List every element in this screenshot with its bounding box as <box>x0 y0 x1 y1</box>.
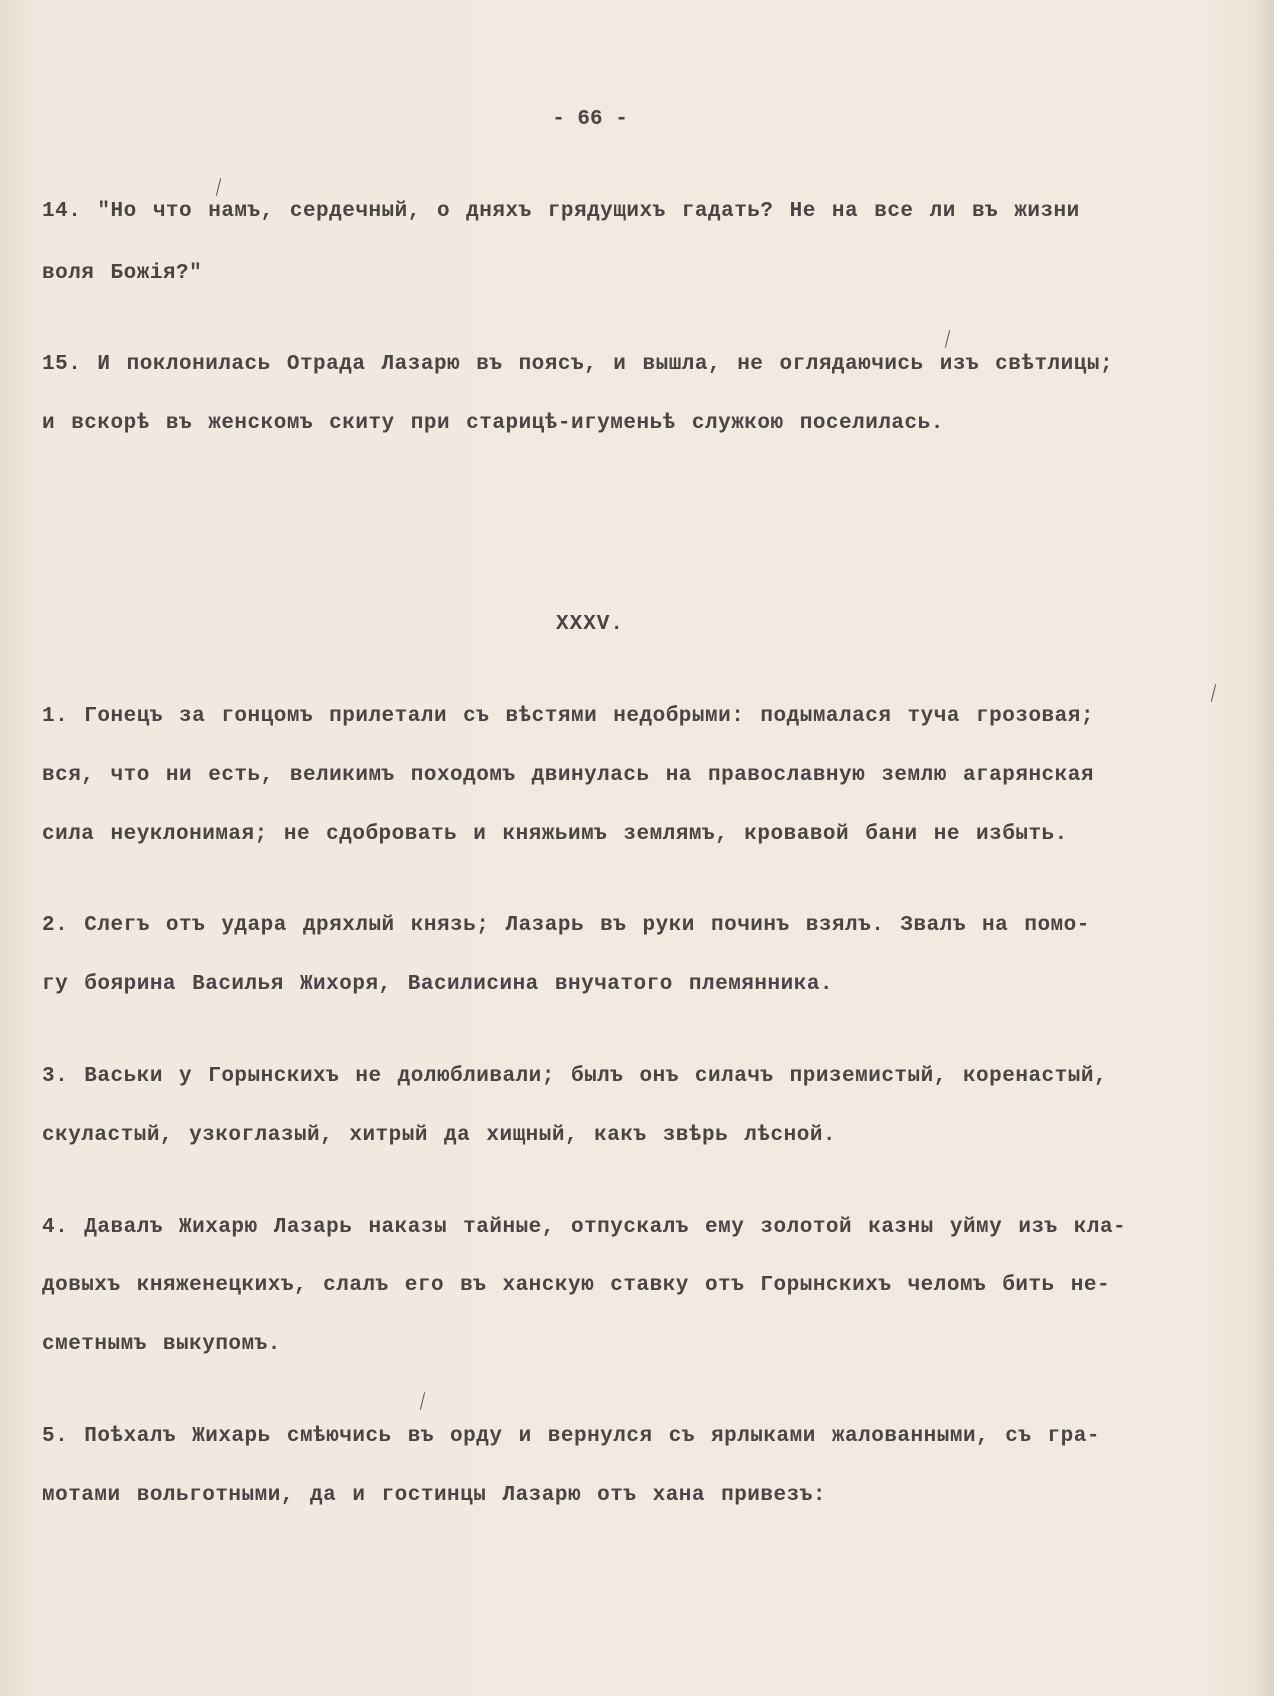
text-line: 14. "Но что намъ, сердечный, о дняхъ грядущихъ гадать? Не на все ли въ жизни <box>42 200 1080 223</box>
text-line: вся, что ни есть, великимъ походомъ двинулась на православную землю агарянская <box>42 764 1094 787</box>
text-line: сила неуклонимая; не сдобровать и княжьимъ землямъ, кровавой бани не избыть. <box>42 823 1068 846</box>
text-line: 3. Васьки у Горынскихъ не долюбливали; былъ онъ силачъ приземистый, коренастый, <box>42 1065 1108 1088</box>
page-number: - 66 - <box>552 108 628 131</box>
text-line: довыхъ княженецкихъ, слалъ его въ ханскую ставку отъ Горынскихъ челомъ бить не- <box>42 1274 1111 1297</box>
page-edge-shadow <box>1254 0 1274 1696</box>
text-line: воля Божiя?" <box>42 262 203 285</box>
text-line: сметнымъ выкупомъ. <box>42 1333 281 1356</box>
text-line: 4. Давалъ Жихарю Лазарь наказы тайные, отпускалъ ему золотой казны уйму изъ кла- <box>42 1216 1127 1239</box>
text-line: 15. И поклонилась Отрада Лазарю въ поясъ, и вышла, не оглядаючись изъ свѣтлицы; <box>42 353 1114 376</box>
text-line: мотами вольготными, да и гостинцы Лазарю отъ хана привезъ: <box>42 1484 826 1507</box>
text-line: и вскорѣ въ женскомъ скиту при старицѣ-игуменьѣ служкою поселилась. <box>42 412 944 435</box>
section-heading: XXXV. <box>555 613 624 636</box>
text-line: гу боярина Василья Жихоря, Василисина внучатого племянника. <box>42 973 834 996</box>
text-line: 1. Гонецъ за гонцомъ прилетали съ вѣстями недобрыми: подымалася туча грозовая; <box>42 705 1094 728</box>
text-line: скуластый, узкоглазый, хитрый да хищный, какъ звѣрь лѣсной. <box>42 1124 837 1147</box>
text-line: 2. Слегъ отъ удара дряхлый князь; Лазарь въ руки починъ взялъ. Звалъ на помо- <box>42 914 1090 937</box>
text-line: 5. Поѣхалъ Жихарь смѣючись въ орду и вернулся съ ярлыками жалованными, съ гра- <box>42 1425 1100 1448</box>
